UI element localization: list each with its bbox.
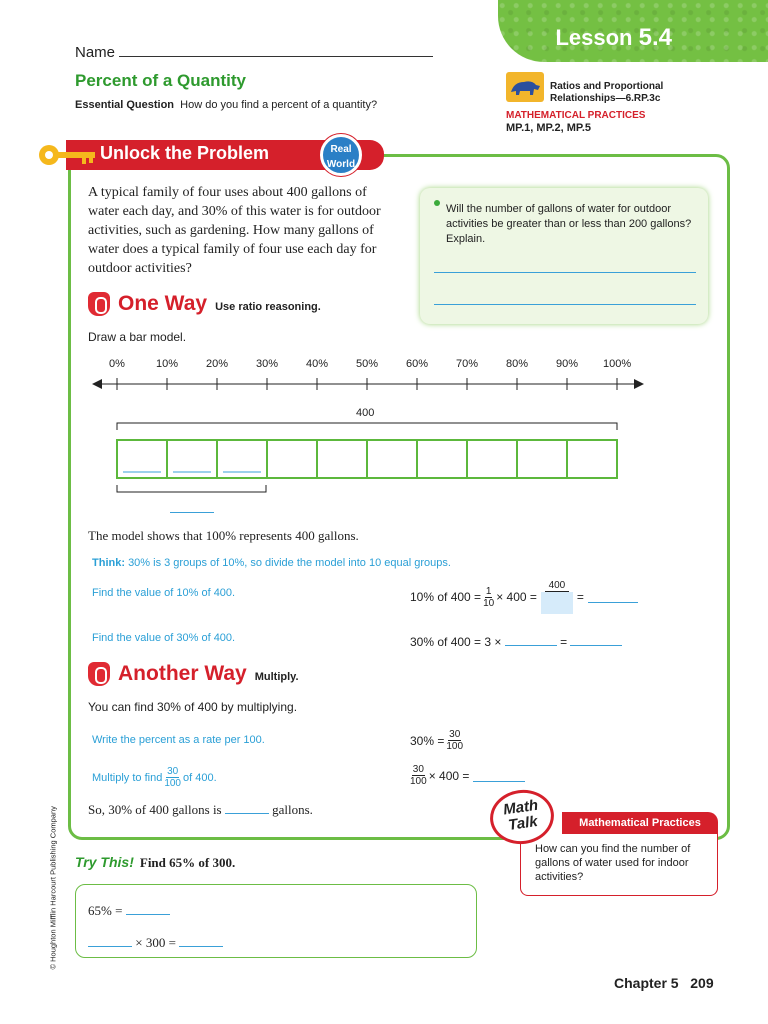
step3-instruction: Write the percent as a rate per 100.	[92, 734, 265, 746]
standard: Ratios and Proportional Relationships—6.RP.3c	[550, 81, 664, 104]
tick-label: 80%	[505, 358, 529, 370]
another-way-heading: Another Way Multiply.	[88, 662, 299, 686]
math-talk-box	[520, 834, 718, 896]
model-text: The model shows that 100% represents 400 gallons.	[88, 528, 359, 543]
real-world-badge: Real World	[320, 134, 362, 176]
bar-cell	[417, 440, 467, 478]
math-talk-badge: Math Talk	[487, 786, 558, 848]
so-blank[interactable]	[225, 802, 269, 814]
step1-equation: 10% of 400 = $\frac{1}{10}$ × 400 = 400 =	[410, 580, 638, 614]
step4-equation: $\frac{30}{100}$ × 400 =	[408, 764, 525, 787]
bar-cell	[317, 440, 367, 478]
mp-list: MP.1, MP.2, MP.5	[506, 122, 591, 134]
bar-answer-blank[interactable]	[170, 512, 214, 513]
tick-label: 70%	[455, 358, 479, 370]
step2-instruction: Find the value of 30% of 400.	[92, 632, 236, 644]
side-question-box	[420, 188, 708, 324]
tick-label: 100%	[603, 358, 632, 370]
tick-label: 90%	[555, 358, 579, 370]
unlock-title: Unlock the Problem	[100, 143, 270, 163]
another-way-icon	[88, 662, 110, 686]
bar-cell	[367, 440, 417, 478]
try-blank-2[interactable]	[88, 936, 132, 947]
name-line: Name	[75, 44, 433, 61]
step1-answer[interactable]	[588, 591, 638, 603]
answer-line-1[interactable]	[434, 272, 696, 273]
mp-label: MATHEMATICAL PRACTICES	[506, 110, 646, 121]
try-blank-1[interactable]	[126, 904, 170, 915]
step4-answer[interactable]	[473, 770, 525, 782]
bar-model	[114, 420, 624, 500]
number-line	[90, 372, 650, 402]
tick-label: 20%	[205, 358, 229, 370]
tick-label: 10%	[155, 358, 179, 370]
so-statement: So, 30% of 400 gallons is gallons.	[88, 802, 313, 817]
page-footer: Chapter 5 209	[614, 975, 714, 991]
key-icon	[38, 142, 100, 168]
draw-instruction: Draw a bar model.	[88, 330, 187, 344]
problem-text: A typical family of four uses about 400 gallons of water each day, and 30% of this water is for outdoor activities, such as gardening. How many gallons of water does a typical family of four use each day for outdoor activities?	[88, 185, 381, 276]
step3-equation: 30% = $\frac{30}{100}$	[410, 729, 464, 752]
one-way-icon	[88, 292, 110, 316]
step2-blank-a[interactable]	[505, 634, 557, 646]
bar-cell	[517, 440, 567, 478]
step4-instruction: Multiply to find $\frac{30}{100}$ of 400.	[92, 766, 217, 789]
answer-line-2[interactable]	[434, 304, 696, 305]
bear-icon	[506, 72, 544, 102]
try-blank-3[interactable]	[179, 936, 223, 947]
another-desc: You can find 30% of 400 by multiplying.	[88, 700, 298, 714]
total-label: 400	[356, 407, 375, 419]
tick-label: 30%	[255, 358, 279, 370]
bar-cell	[467, 440, 517, 478]
step2-equation: 30% of 400 = 3 × =	[410, 634, 622, 649]
bullet-icon	[434, 200, 440, 206]
step1-instruction: Find the value of 10% of 400.	[92, 587, 236, 599]
tick-label: 50%	[355, 358, 379, 370]
step2-blank-b[interactable]	[570, 634, 622, 646]
copyright: © Houghton Mifflin Harcourt Publishing Company	[48, 806, 58, 970]
bar-cell	[267, 440, 317, 478]
lesson-label: Lesson 5.4	[555, 24, 672, 51]
tick-label: 0%	[109, 358, 125, 370]
try-line-1: 65% =	[88, 903, 170, 919]
tick-label: 40%	[305, 358, 329, 370]
unlock-banner	[38, 140, 368, 170]
bar-cell	[567, 440, 617, 478]
tick-label: 60%	[405, 358, 429, 370]
try-line-2: × 300 =	[88, 935, 223, 951]
try-this-heading: Try This! Find 65% of 300.	[75, 854, 236, 870]
side-question: Will the number of gallons of water for outdoor activities be greater than or less than 200 gallons? Explain.	[446, 203, 692, 245]
think-text: Think: 30% is 3 groups of 10%, so divide the model into 10 equal groups.	[92, 557, 451, 569]
math-talk-header: Mathematical Practices	[562, 812, 718, 834]
page-title: Percent of a Quantity	[75, 71, 246, 90]
try-this-box	[75, 884, 477, 958]
math-talk-question: How can you find the number of gallons of water used for indoor activities?	[535, 843, 691, 883]
essential-question: Essential Question How do you find a percent of a quantity?	[75, 99, 378, 111]
one-way-heading: One Way Use ratio reasoning.	[88, 292, 321, 316]
denominator-box[interactable]	[541, 592, 573, 614]
